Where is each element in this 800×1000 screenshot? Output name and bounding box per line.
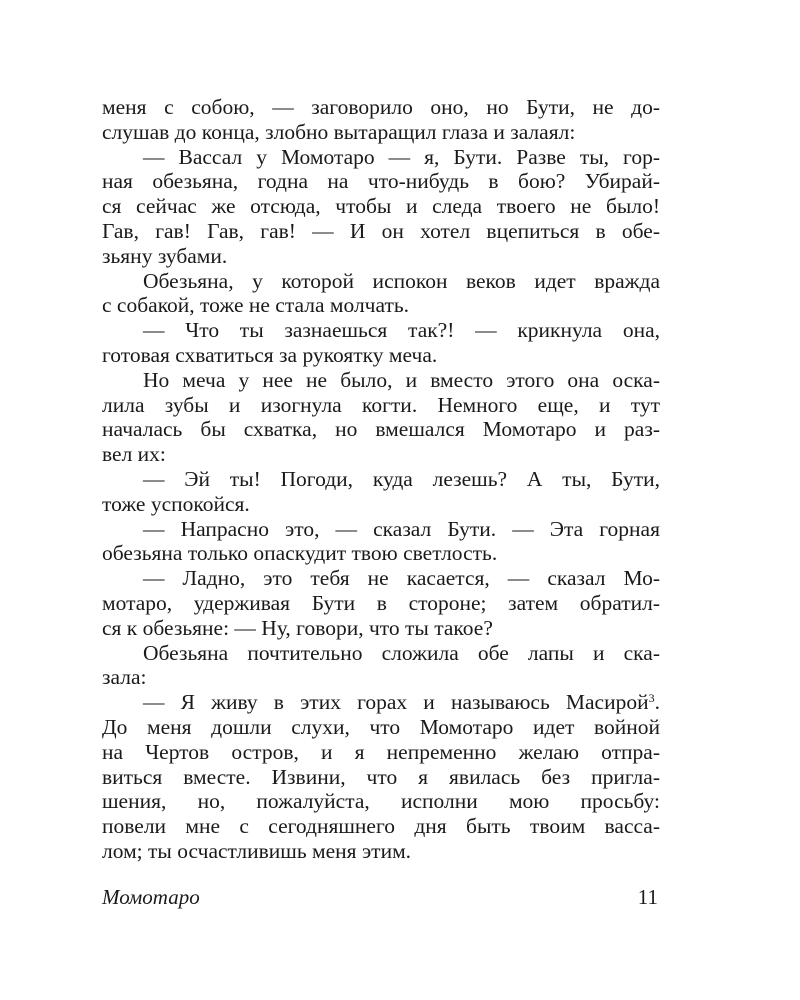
text-line-content: Но меча у нее не было, и вместо этого она оска- — [143, 367, 660, 392]
text-line — [102, 442, 660, 467]
text-line — [102, 715, 660, 740]
text-line — [102, 814, 660, 839]
text-line-content: зала: — [102, 665, 147, 690]
text-line-content: ся к обезьяне: — Ну, говори, что ты такое? — [102, 615, 493, 640]
text-line-content: ся сейчас же отсюда, чтобы и следа твоего не было! — [102, 194, 660, 219]
text-line — [102, 641, 660, 666]
page-body — [102, 95, 660, 864]
text-line — [102, 591, 660, 616]
text-line-content: вел их: — [102, 442, 166, 467]
text-block — [102, 95, 660, 864]
text-line-content: лом; ты осчастливишь меня этим. — [102, 838, 412, 863]
text-line — [102, 368, 660, 393]
text-line-content: повели мне с сегодняшнего дня быть твоим васса- — [102, 814, 660, 839]
text-line — [102, 120, 660, 145]
text-line-content: — Вассал у Момотаро — я, Бути. Разве ты, гор- — [143, 144, 660, 169]
text-line — [102, 293, 660, 318]
text-line-content: лила зубы и изогнула когти. Немного еще, и тут — [102, 392, 660, 417]
text-line-content: До меня дошли слухи, что Момотаро идет войной — [102, 714, 660, 739]
text-line-content: началась бы схватка, но вмешался Момотаро и раз- — [102, 417, 660, 442]
text-line — [102, 517, 660, 542]
text-line-content: — Что ты зазнаешься так?! — крикнула она, — [143, 318, 660, 343]
text-line-content: — Я живу в этих горах и называюсь Масирой — [143, 690, 649, 715]
text-line-content: — Напрасно это, — сказал Бути. — Эта горная — [143, 516, 660, 541]
page-number: 11 — [637, 885, 658, 909]
text-line — [102, 665, 660, 690]
text-line — [102, 244, 660, 269]
text-line — [102, 169, 660, 194]
text-line-content: слушав до конца, злобно вытаращил глаза и залаял: — [102, 119, 576, 144]
text-line — [102, 417, 660, 442]
text-line-content: ная обезьяна, годна на что-нибудь в бою? Убирай- — [102, 169, 660, 194]
text-line-content: с собакой, тоже не стала молчать. — [102, 293, 410, 318]
text-line — [102, 145, 660, 170]
page-footer — [102, 884, 658, 910]
text-line — [102, 566, 660, 591]
text-line-content: Обезьяна, у которой испокон веков идет вражда — [143, 268, 660, 293]
text-line — [102, 318, 660, 343]
text-line-content: — Эй ты! Погоди, куда лезешь? А ты, Бути, — [143, 466, 660, 491]
text-line — [102, 616, 660, 641]
text-line-content: — Ладно, это тебя не касается, — сказал Мо- — [143, 566, 660, 591]
text-line — [102, 393, 660, 418]
text-line-content: меня с собою, — заговорило оно, но Бути, не до- — [102, 95, 660, 119]
text-line-content: шения, но, пожалуйста, исполни мою просьбу: — [102, 789, 660, 814]
text-line-content: готовая схватиться за рукоятку меча. — [102, 342, 438, 367]
text-line — [102, 492, 660, 517]
text-line — [102, 690, 660, 715]
text-line — [102, 194, 660, 219]
running-title: Момотаро — [102, 885, 200, 909]
text-line-content: Обезьяна почтительно сложила обе лапы и ска- — [143, 640, 660, 665]
text-line-content: Гав, гав! Гав, гав! — И он хотел вцепиться в обе- — [102, 218, 660, 243]
text-line — [102, 219, 660, 244]
text-line-content: мотаро, удерживая Бути в стороне; затем обратил- — [102, 590, 660, 615]
text-line — [102, 789, 660, 814]
footnote-marker: 3 — [648, 691, 655, 706]
text-line — [102, 765, 660, 790]
text-line — [102, 541, 660, 566]
text-line-content: виться вместе. Извини, что я явилась без пригла- — [102, 764, 660, 789]
text-line — [102, 740, 660, 765]
text-line-content: обезьяна только опаскудит твою светлость. — [102, 541, 498, 566]
text-line-content: тоже успокойся. — [102, 491, 250, 516]
text-line — [102, 467, 660, 492]
text-line-content: зьяну зубами. — [102, 243, 228, 268]
text-line-suffix: . — [654, 690, 660, 715]
text-line — [102, 839, 660, 864]
text-line — [102, 343, 660, 368]
text-line — [102, 95, 660, 120]
text-line-content: на Чертов остров, и я непременно желаю отпра- — [102, 739, 660, 764]
text-line — [102, 269, 660, 294]
